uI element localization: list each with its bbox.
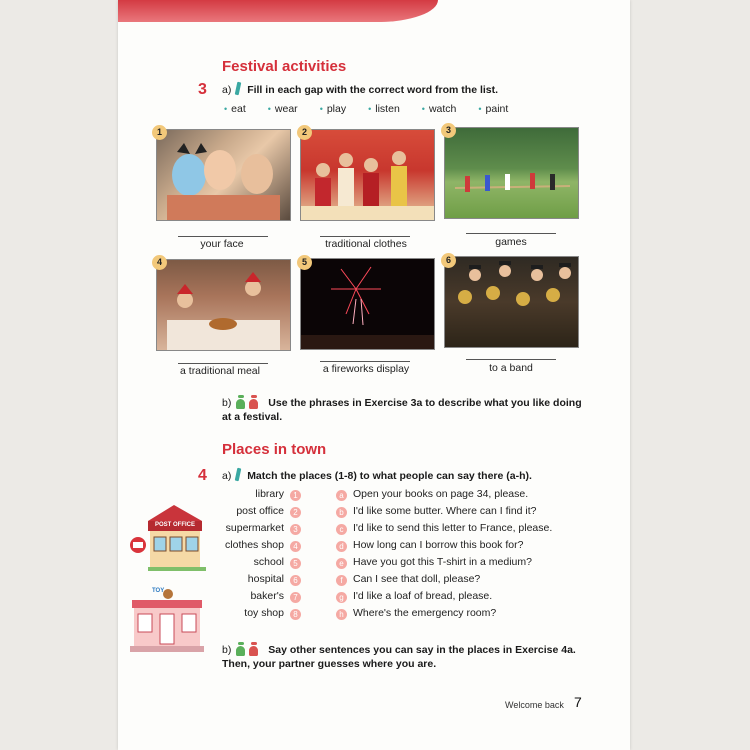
word-item: • listen (368, 103, 400, 115)
answer-gap-line (320, 236, 410, 237)
word-item: • wear (268, 103, 298, 115)
fireworks-display-image (301, 259, 434, 349)
sentence-text: I'd like to send this letter to France, please. (353, 522, 553, 534)
photo-caption: traditional clothes (325, 238, 407, 250)
pencil-icon (235, 468, 242, 482)
sentence-letter: d (336, 541, 347, 552)
photo-traditional-meal (156, 259, 291, 351)
page-number: 7 (574, 694, 582, 710)
place-name: post office (236, 505, 284, 517)
sentence-letter: b (336, 507, 347, 518)
post-office-building-icon (126, 503, 212, 573)
textbook-page (118, 0, 630, 750)
pair-work-icon (234, 642, 262, 656)
photo-band (444, 256, 579, 348)
place-name: hospital (247, 573, 284, 585)
sentence-letter: e (336, 558, 347, 569)
place-name: toy shop (244, 607, 284, 619)
photo-fireworks (300, 258, 435, 350)
answer-gap-line (466, 233, 556, 234)
match-row (118, 573, 630, 588)
photo-caption: a fireworks display (322, 363, 410, 375)
place-name: library (255, 488, 284, 500)
word-list (224, 103, 508, 115)
sentence-text: Have you got this T-shirt in a medium? (353, 556, 532, 568)
section-title-festival: Festival activities (222, 58, 347, 75)
footer-unit-title: Welcome back (505, 700, 564, 710)
children-painted-faces-image (157, 130, 290, 220)
sentence-text: Where's the emergency room? (353, 607, 497, 619)
match-row (118, 488, 630, 503)
part-b-label: b) (222, 644, 232, 656)
place-number: 1 (290, 490, 301, 501)
word-item: • watch (422, 103, 457, 115)
answer-gap-line (320, 361, 410, 362)
place-number: 6 (290, 575, 301, 586)
place-number: 8 (290, 609, 301, 620)
photo-caption: games (495, 236, 527, 248)
brass-band-image (445, 257, 578, 347)
place-name: school (253, 556, 284, 568)
place-name: baker's (250, 590, 284, 602)
tug-of-war-image (445, 128, 578, 218)
instruction-text: Say other sentences you can say in the places in Exercise 4a. (268, 644, 576, 656)
place-name: clothes shop (225, 539, 284, 551)
family-christmas-dinner-image (157, 260, 290, 350)
instruction-text: Match the places (1-8) to what people can say there (a-h). (247, 470, 532, 482)
pair-work-icon (234, 395, 262, 409)
photo-games (444, 127, 579, 219)
exercise-3b-instruction (222, 395, 592, 424)
answer-gap-line (466, 359, 556, 360)
answer-gap-line (178, 363, 268, 364)
exercise-number-4: 4 (198, 467, 207, 484)
photo-face-painting (156, 129, 291, 221)
sentence-letter: g (336, 592, 347, 603)
word-item: • eat (224, 103, 246, 115)
sentence-text: I'd like a loaf of bread, please. (353, 590, 493, 602)
photo-number-badge: 2 (297, 125, 312, 140)
photo-caption: a traditional meal (180, 365, 260, 377)
place-number: 2 (290, 507, 301, 518)
toy-shop-illustration (128, 588, 208, 654)
instruction-text: at a festival. (222, 411, 283, 423)
word-item: • play (320, 103, 346, 115)
part-b-label: b) (222, 397, 232, 409)
place-number: 5 (290, 558, 301, 569)
top-decorative-band (118, 0, 438, 22)
sentence-letter: f (336, 575, 347, 586)
exercise-number-3: 3 (198, 81, 207, 98)
photo-number-badge: 1 (152, 125, 167, 140)
sentence-text: I'd like some butter. Where can I find it? (353, 505, 537, 517)
photo-number-badge: 3 (441, 123, 456, 138)
post-office-illustration (126, 503, 212, 573)
sentence-text: How long can I borrow this book for? (353, 539, 524, 551)
instruction-text: Then, your partner guesses where you are. (222, 658, 437, 670)
place-name: supermarket (225, 522, 284, 534)
toy-shop-sign: TOY (152, 588, 165, 594)
answer-gap-line (178, 236, 268, 237)
sentence-letter: c (336, 524, 347, 535)
exercise-4b-instruction (222, 642, 602, 671)
instruction-text: Fill in each gap with the correct word from the list. (247, 84, 499, 96)
photo-number-badge: 4 (152, 255, 167, 270)
part-a-label: a) (222, 470, 232, 482)
place-number: 4 (290, 541, 301, 552)
instruction-text: Use the phrases in Exercise 3a to describe what you like doing (268, 397, 582, 409)
part-a-label: a) (222, 84, 232, 96)
photo-caption: to a band (489, 362, 533, 374)
family-traditional-dress-image (301, 130, 434, 220)
sentence-letter: a (336, 490, 347, 501)
pencil-icon (235, 82, 242, 96)
photo-number-badge: 6 (441, 253, 456, 268)
post-office-sign: POST OFFICE (154, 522, 195, 528)
photo-traditional-clothes (300, 129, 435, 221)
photo-number-badge: 5 (297, 255, 312, 270)
sentence-text: Open your books on page 34, please. (353, 488, 529, 500)
photo-caption: your face (200, 238, 244, 250)
sentence-text: Can I see that doll, please? (353, 573, 481, 585)
place-number: 7 (290, 592, 301, 603)
section-title-places: Places in town (222, 441, 327, 458)
word-item: • paint (478, 103, 508, 115)
exercise-4a-instruction (222, 468, 532, 482)
exercise-3a-instruction (222, 82, 498, 96)
sentence-letter: h (336, 609, 347, 620)
place-number: 3 (290, 524, 301, 535)
toy-shop-building-icon (128, 588, 208, 654)
